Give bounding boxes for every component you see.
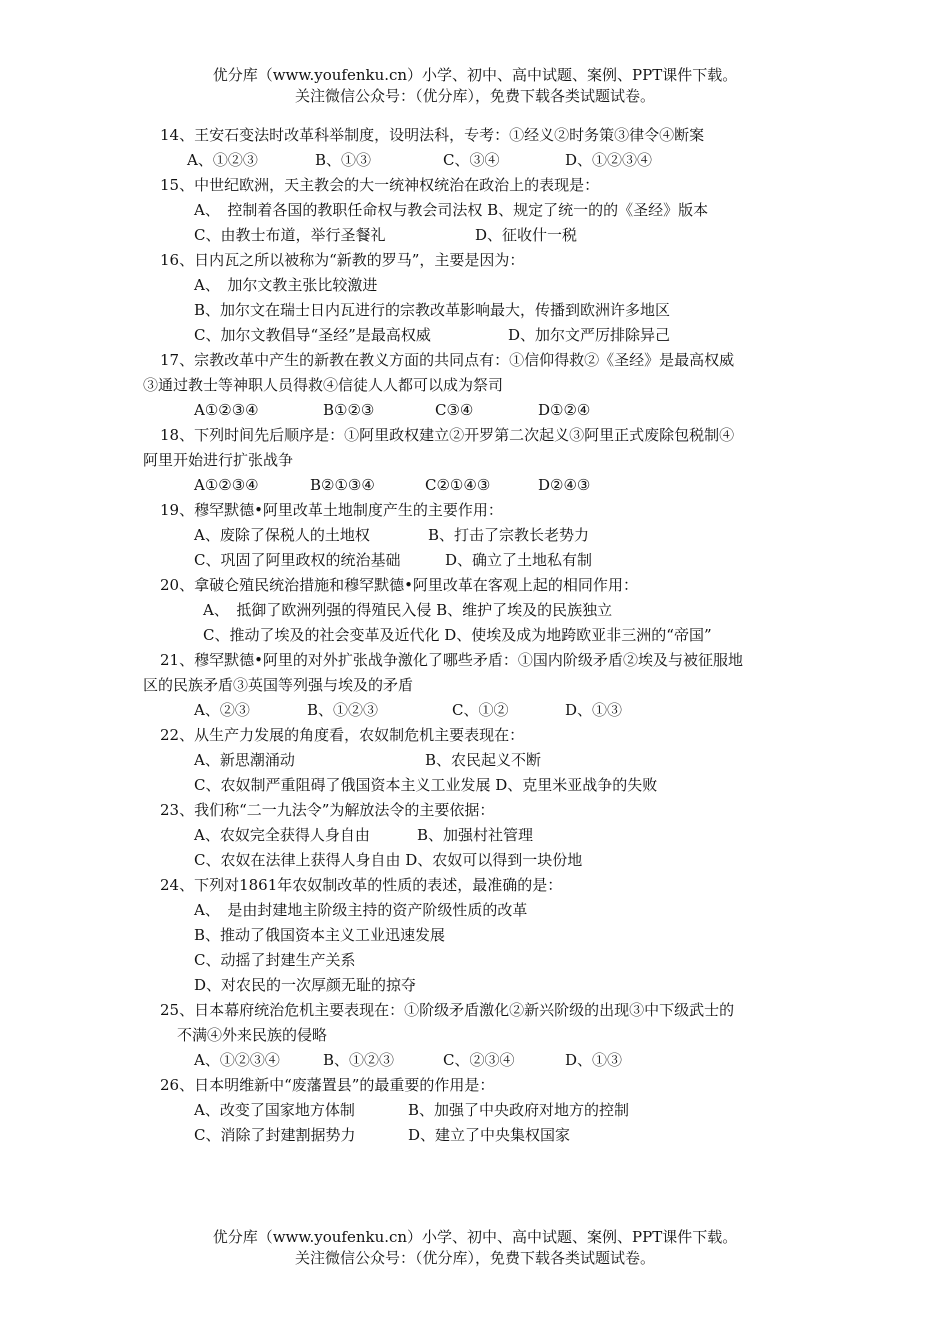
option-a: A、①②③④ [194,1051,280,1069]
option-c: C②①④③ [425,476,491,494]
question-21-options [0,699,950,721]
question-26-stem: 26、日本明维新中“废藩置县”的最重要的作用是： [160,1076,495,1094]
option-a: A、新思潮涌动 [194,751,295,769]
question-17-stem-cont: ③通过教士等神职人员得救④信徒人人都可以成为祭司 [143,376,504,394]
question-14-stem: 14、王安石变法时改革科举制度，设明法科，专考：①经义②时务策③律令④断案 [160,126,705,144]
question-17-options [0,399,950,421]
option-b: B、加强了中央政府对地方的控制 [408,1101,630,1119]
option-b: B、①②③ [323,1051,395,1069]
option-c: C、③④ [443,151,500,169]
header-line-2: 关注微信公众号：（优分库），免费下载各类试题试卷。 [294,87,655,105]
question-16-options-cd [0,324,950,346]
question-16-option-b: B、加尔文在瑞士日内瓦进行的宗教改革影响最大，传播到欧洲许多地区 [194,301,671,319]
option-d: D、建立了中央集权国家 [408,1126,571,1144]
question-25-stem: 25、日本幕府统治危机主要表现在：①阶级矛盾激化②新兴阶级的出现③中下级武士的 [160,1001,735,1019]
question-24-stem: 24、下列对1861年农奴制改革的性质的表述，最准确的是： [160,876,563,894]
option-b: B、①②③ [307,701,379,719]
question-20-options-row2: C、推动了埃及的社会变革及近代化 D、使埃及成为地跨欧亚非三洲的“帝国” [203,626,712,644]
question-23-stem: 23、我们称“二一九法令”为解放法令的主要依据： [160,801,495,819]
option-c: C③④ [435,401,474,419]
question-21-stem: 21、穆罕默德•阿里的对外扩张战争激化了哪些矛盾：①国内阶级矛盾②埃及与被征服地 [160,651,743,669]
option-b: B、农民起义不断 [425,751,542,769]
question-23-options-cd: C、农奴在法律上获得人身自由 D、农奴可以得到一块份地 [194,851,583,869]
page-header [0,65,950,107]
option-a: A、①②③ [187,151,258,169]
question-18-stem: 18、下列时间先后顺序是：①阿里政权建立②开罗第二次起义③阿里正式废除包税制④ [160,426,735,444]
question-19-stem: 19、穆罕默德•阿里改革土地制度产生的主要作用： [160,501,503,519]
question-17-stem: 17、宗教改革中产生的新教在教义方面的共同点有：①信仰得救②《圣经》是最高权威 [160,351,735,369]
question-25-stem-cont: 不满④外来民族的侵略 [177,1026,328,1044]
question-24-option-d: D、对农民的一次厚颜无耻的掠夺 [194,976,417,994]
question-26-options-cd [0,1124,950,1146]
option-c: C、由教士布道，举行圣餐礼 [194,226,386,244]
option-d: D、确立了土地私有制 [445,551,593,569]
option-c: C、加尔文教倡导“圣经”是最高权威 [194,326,431,344]
question-22-options-ab [0,749,950,771]
question-20-options-row1: A、 抵御了欧洲列强的得殖民入侵 B、维护了埃及的民族独立 [203,601,613,619]
option-a: A、②③ [194,701,250,719]
question-15-options-row1: A、 控制着各国的教职任命权与教会司法权 B、规定了统一的的《圣经》版本 [194,201,709,219]
question-19-options-cd [0,549,950,571]
option-b: B、打击了宗教长老势力 [428,526,590,544]
question-18-stem-cont: 阿里开始进行扩张战争 [143,451,294,469]
question-18-options [0,474,950,496]
question-25-options [0,1049,950,1071]
option-d: D、加尔文严厉排除异己 [508,326,671,344]
footer-line-1: 优分库（www.youfenku.cn）小学、初中、高中试题、案例、PPT课件下载。 [212,1228,738,1246]
question-24-option-b: B、推动了俄国资本主义工业迅速发展 [194,926,446,944]
question-21-stem-cont: 区的民族矛盾③英国等列强与埃及的矛盾 [143,676,414,694]
footer-line-2: 关注微信公众号：（优分库），免费下载各类试题试卷。 [294,1249,655,1267]
option-c: C、消除了封建割据势力 [194,1126,356,1144]
option-b: B②①③④ [310,476,375,494]
option-b: B、加强村社管理 [417,826,534,844]
question-26-options-ab [0,1099,950,1121]
option-a: A、废除了保税人的土地权 [194,526,370,544]
question-16-stem: 16、日内瓦之所以被称为“新教的罗马”，主要是因为： [160,251,525,269]
question-22-options-cd: C、农奴制严重阻碍了俄国资本主义工业发展 D、克里米亚战争的失败 [194,776,658,794]
option-a: A①②③④ [194,401,259,419]
question-22-stem: 22、从生产力发展的角度看，农奴制危机主要表现在： [160,726,525,744]
option-d: D、①③ [565,1051,623,1069]
option-d: D、征收什一税 [475,226,578,244]
header-line-1: 优分库（www.youfenku.cn）小学、初中、高中试题、案例、PPT课件下载。 [212,66,738,84]
question-15-options-row2 [0,224,950,246]
question-24-option-a: A、 是由封建地主阶级主持的资产阶级性质的改革 [194,901,528,919]
question-23-options-ab [0,824,950,846]
question-16-option-a: A、 加尔文教主张比较激进 [194,276,378,294]
question-24-option-c: C、动摇了封建生产关系 [194,951,356,969]
option-d: D、①②③④ [565,151,653,169]
option-c: C、巩固了阿里政权的统治基础 [194,551,401,569]
page-footer [0,1227,950,1269]
question-20-stem: 20、拿破仑殖民统治措施和穆罕默德•阿里改革在客观上起的相同作用： [160,576,638,594]
question-14-options [0,149,950,171]
option-a: A①②③④ [194,476,259,494]
option-c: C、②③④ [443,1051,515,1069]
option-c: C、①② [452,701,509,719]
question-19-options-ab [0,524,950,546]
option-b: B、①③ [315,151,372,169]
option-a: A、农奴完全获得人身自由 [194,826,370,844]
option-d: D②④③ [538,476,591,494]
question-15-stem: 15、中世纪欧洲，天主教会的大一统神权统治在政治上的表现是： [160,176,600,194]
option-d: D、①③ [565,701,623,719]
option-b: B①②③ [323,401,375,419]
option-d: D①②④ [538,401,591,419]
option-a: A、改变了国家地方体制 [194,1101,355,1119]
